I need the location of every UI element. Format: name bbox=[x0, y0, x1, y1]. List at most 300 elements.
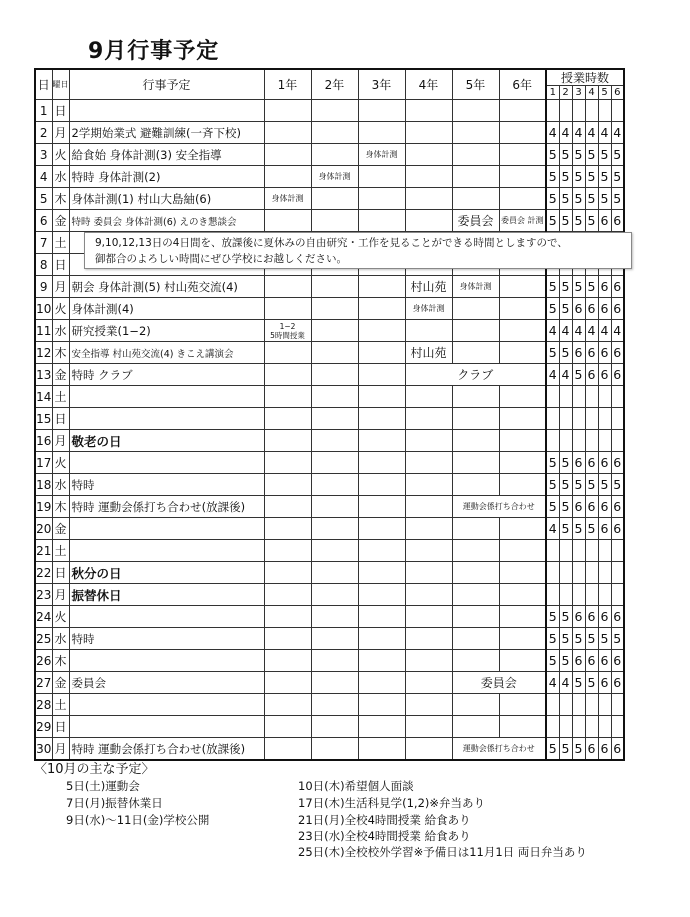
hours-cell: 6 bbox=[598, 738, 611, 761]
event-cell: 2学期始業式 避難訓練(一斉下校) bbox=[69, 122, 264, 144]
table-row bbox=[35, 342, 624, 364]
grade-cell bbox=[358, 276, 405, 298]
grade-cell bbox=[405, 694, 452, 716]
day-cell: 30 bbox=[35, 738, 52, 761]
grade-cell bbox=[264, 474, 311, 496]
grade-cell bbox=[264, 210, 311, 232]
header-grade-5: 5年 bbox=[452, 69, 499, 100]
day-cell: 11 bbox=[35, 320, 52, 342]
weekday-cell: 水 bbox=[52, 320, 69, 342]
hours-cell bbox=[546, 716, 559, 738]
hours-cell: 5 bbox=[585, 628, 598, 650]
hours-cell: 4 bbox=[546, 320, 559, 342]
hours-cell: 4 bbox=[559, 122, 572, 144]
grade-cell bbox=[311, 584, 358, 606]
day-cell: 28 bbox=[35, 694, 52, 716]
hours-cell bbox=[598, 100, 611, 122]
grade-cell bbox=[499, 694, 546, 716]
hours-cell: 4 bbox=[585, 320, 598, 342]
hours-cell: 5 bbox=[598, 628, 611, 650]
hours-cell: 4 bbox=[559, 320, 572, 342]
hours-cell: 6 bbox=[585, 452, 598, 474]
grade-cell bbox=[264, 452, 311, 474]
hours-cell bbox=[585, 584, 598, 606]
hours-cell bbox=[611, 584, 624, 606]
schedule-table bbox=[34, 68, 625, 761]
hours-cell bbox=[546, 540, 559, 562]
hours-cell: 5 bbox=[559, 628, 572, 650]
grade-cell bbox=[358, 584, 405, 606]
event-cell bbox=[69, 408, 264, 430]
grade-cell bbox=[499, 386, 546, 408]
weekday-cell: 木 bbox=[52, 342, 69, 364]
grade-cell bbox=[452, 540, 499, 562]
hours-cell bbox=[559, 100, 572, 122]
grade-cell bbox=[311, 342, 358, 364]
hours-cell: 5 bbox=[572, 474, 585, 496]
event-cell bbox=[69, 650, 264, 672]
header-hours-2: 2 bbox=[559, 86, 572, 100]
grade-cell bbox=[452, 452, 499, 474]
hours-cell: 5 bbox=[559, 342, 572, 364]
grade-cell bbox=[452, 584, 499, 606]
grade-cell bbox=[311, 122, 358, 144]
table-row bbox=[35, 276, 624, 298]
grade-cell bbox=[405, 496, 452, 518]
hours-cell: 6 bbox=[572, 342, 585, 364]
grade-cell bbox=[499, 606, 546, 628]
weekday-cell: 月 bbox=[52, 276, 69, 298]
hours-cell: 4 bbox=[559, 364, 572, 386]
header-hours-4: 4 bbox=[585, 86, 598, 100]
hours-cell: 4 bbox=[546, 672, 559, 694]
grade-cell bbox=[405, 474, 452, 496]
grade-cell bbox=[452, 320, 499, 342]
hours-cell: 6 bbox=[598, 452, 611, 474]
hours-cell: 4 bbox=[546, 364, 559, 386]
grade-cell bbox=[405, 144, 452, 166]
grade-cell bbox=[311, 100, 358, 122]
hours-cell bbox=[585, 100, 598, 122]
event-cell bbox=[69, 386, 264, 408]
grade-cell bbox=[405, 430, 452, 452]
grade-cell bbox=[311, 694, 358, 716]
grade-cell bbox=[452, 628, 499, 650]
grade-cell bbox=[264, 276, 311, 298]
event-cell: 給食始 身体計測(3) 安全指導 bbox=[69, 144, 264, 166]
hours-cell: 6 bbox=[611, 210, 624, 232]
hours-cell bbox=[559, 716, 572, 738]
grade-cell bbox=[358, 342, 405, 364]
grade-cell bbox=[264, 430, 311, 452]
grade-cell bbox=[311, 628, 358, 650]
hours-cell: 5 bbox=[546, 452, 559, 474]
grade-cell bbox=[358, 738, 405, 761]
day-cell: 19 bbox=[35, 496, 52, 518]
grade-cell bbox=[499, 166, 546, 188]
grade-cell bbox=[358, 210, 405, 232]
hours-cell bbox=[559, 562, 572, 584]
hours-cell: 5 bbox=[572, 276, 585, 298]
day-cell: 26 bbox=[35, 650, 52, 672]
grade-cell bbox=[499, 474, 546, 496]
hours-cell: 6 bbox=[611, 364, 624, 386]
grade-cell: クラブ bbox=[405, 364, 546, 386]
hours-cell bbox=[572, 386, 585, 408]
notice-line-1: 9,10,12,13日の4日間を、放課後に夏休みの自由研究・工作を見ることができる時間としますので、 bbox=[95, 237, 568, 249]
hours-cell: 6 bbox=[611, 518, 624, 540]
hours-cell: 6 bbox=[585, 298, 598, 320]
grade-cell bbox=[358, 716, 405, 738]
hours-cell bbox=[559, 540, 572, 562]
event-cell: 委員会 bbox=[69, 672, 264, 694]
hours-cell: 5 bbox=[611, 144, 624, 166]
grade-cell bbox=[405, 408, 452, 430]
grade-cell bbox=[452, 122, 499, 144]
grade-cell bbox=[499, 276, 546, 298]
table-row bbox=[35, 144, 624, 166]
weekday-cell: 火 bbox=[52, 452, 69, 474]
hours-cell bbox=[585, 540, 598, 562]
table-row bbox=[35, 364, 624, 386]
weekday-cell: 水 bbox=[52, 628, 69, 650]
grade-cell: 運動会係打ち合わせ bbox=[452, 738, 546, 761]
grade-cell bbox=[452, 342, 499, 364]
hours-cell: 5 bbox=[559, 166, 572, 188]
hours-cell: 6 bbox=[611, 276, 624, 298]
grade-cell bbox=[311, 430, 358, 452]
hours-cell: 5 bbox=[572, 628, 585, 650]
grade-cell bbox=[311, 210, 358, 232]
day-cell: 14 bbox=[35, 386, 52, 408]
grade-cell bbox=[452, 386, 499, 408]
grade-cell bbox=[311, 474, 358, 496]
event-cell: 振替休日 bbox=[69, 584, 264, 606]
grade-cell bbox=[405, 738, 452, 761]
grade-cell bbox=[264, 342, 311, 364]
grade-cell bbox=[405, 452, 452, 474]
hours-cell: 6 bbox=[598, 518, 611, 540]
grade-cell: 運動会係打ち合わせ bbox=[452, 496, 546, 518]
hours-cell: 5 bbox=[546, 166, 559, 188]
grade-cell bbox=[499, 100, 546, 122]
grade-cell bbox=[311, 672, 358, 694]
hours-cell: 5 bbox=[559, 496, 572, 518]
grade-cell bbox=[405, 100, 452, 122]
weekday-cell: 金 bbox=[52, 672, 69, 694]
event-cell: 特時 bbox=[69, 628, 264, 650]
october-item: 25日(木)全校校外学習※予備日は11月1日 両日弁当あり bbox=[298, 845, 587, 859]
grade-cell bbox=[264, 144, 311, 166]
grade-cell bbox=[311, 320, 358, 342]
grade-cell bbox=[452, 518, 499, 540]
hours-cell: 5 bbox=[559, 144, 572, 166]
hours-cell: 6 bbox=[611, 342, 624, 364]
grade-cell bbox=[358, 694, 405, 716]
grade-cell bbox=[499, 342, 546, 364]
october-item: 7日(月)振替休業日 bbox=[66, 796, 163, 810]
grade-cell bbox=[358, 386, 405, 408]
hours-cell: 4 bbox=[611, 122, 624, 144]
grade-cell bbox=[358, 188, 405, 210]
grade-cell bbox=[499, 144, 546, 166]
hours-cell: 5 bbox=[546, 298, 559, 320]
table-row bbox=[35, 518, 624, 540]
grade-cell bbox=[358, 628, 405, 650]
table-row bbox=[35, 496, 624, 518]
hours-cell: 6 bbox=[611, 606, 624, 628]
hours-cell bbox=[546, 584, 559, 606]
hours-cell: 4 bbox=[546, 122, 559, 144]
weekday-cell: 金 bbox=[52, 364, 69, 386]
event-cell: 特時 身体計測(2) bbox=[69, 166, 264, 188]
hours-cell: 5 bbox=[572, 166, 585, 188]
hours-cell bbox=[611, 562, 624, 584]
grade-cell bbox=[499, 298, 546, 320]
grade-cell bbox=[405, 672, 452, 694]
hours-cell: 5 bbox=[611, 166, 624, 188]
hours-cell: 5 bbox=[546, 144, 559, 166]
hours-cell: 5 bbox=[546, 210, 559, 232]
grade-cell bbox=[264, 386, 311, 408]
grade-cell bbox=[405, 628, 452, 650]
grade-cell: 村山苑 bbox=[405, 276, 452, 298]
october-item: 17日(木)生活科見学(1,2)※弁当あり bbox=[298, 796, 486, 810]
notice-line-2: 御都合のよろしい時間にぜひ学校にお越しください。 bbox=[95, 253, 347, 265]
hours-cell bbox=[611, 430, 624, 452]
event-cell: 特時 運動会係打ち合わせ(放課後) bbox=[69, 738, 264, 761]
weekday-cell: 金 bbox=[52, 518, 69, 540]
hours-cell bbox=[598, 540, 611, 562]
grade-cell bbox=[452, 716, 499, 738]
hours-cell bbox=[598, 386, 611, 408]
hours-cell: 6 bbox=[572, 452, 585, 474]
grade-cell bbox=[358, 408, 405, 430]
header-day: 日 bbox=[35, 69, 52, 100]
grade-cell bbox=[358, 452, 405, 474]
hours-cell: 5 bbox=[559, 606, 572, 628]
grade-cell: 身体計測 bbox=[452, 276, 499, 298]
event-cell: 身体計測(4) bbox=[69, 298, 264, 320]
october-item: 5日(土)運動会 bbox=[66, 779, 140, 793]
grade-cell bbox=[358, 540, 405, 562]
hours-cell: 6 bbox=[572, 496, 585, 518]
hours-cell: 6 bbox=[598, 210, 611, 232]
hours-cell: 5 bbox=[559, 188, 572, 210]
day-cell: 23 bbox=[35, 584, 52, 606]
hours-cell: 5 bbox=[585, 474, 598, 496]
table-row bbox=[35, 298, 624, 320]
table-row bbox=[35, 694, 624, 716]
hours-cell: 5 bbox=[572, 144, 585, 166]
hours-cell bbox=[546, 562, 559, 584]
grade-cell bbox=[358, 364, 405, 386]
table-row bbox=[35, 188, 624, 210]
grade-cell bbox=[452, 144, 499, 166]
hours-cell bbox=[546, 430, 559, 452]
event-cell: 身体計測(1) 村山大島紬(6) bbox=[69, 188, 264, 210]
grade-cell bbox=[311, 562, 358, 584]
grade-cell bbox=[264, 100, 311, 122]
grade-cell bbox=[405, 716, 452, 738]
hours-cell bbox=[546, 386, 559, 408]
hours-cell bbox=[585, 694, 598, 716]
weekday-cell: 月 bbox=[52, 122, 69, 144]
day-cell: 10 bbox=[35, 298, 52, 320]
hours-cell: 5 bbox=[598, 474, 611, 496]
event-cell bbox=[69, 694, 264, 716]
hours-cell: 6 bbox=[598, 276, 611, 298]
header-hours-5: 5 bbox=[598, 86, 611, 100]
hours-cell: 6 bbox=[598, 650, 611, 672]
october-item: 10日(木)希望個人面談 bbox=[298, 779, 414, 793]
grade-cell bbox=[311, 716, 358, 738]
grade-cell bbox=[499, 540, 546, 562]
table-row bbox=[35, 716, 624, 738]
grade-cell bbox=[311, 364, 358, 386]
hours-cell bbox=[559, 386, 572, 408]
hours-cell bbox=[611, 540, 624, 562]
grade-cell bbox=[452, 474, 499, 496]
hours-cell bbox=[611, 694, 624, 716]
hours-cell bbox=[559, 584, 572, 606]
grade-cell bbox=[499, 452, 546, 474]
table-row bbox=[35, 606, 624, 628]
hours-cell bbox=[598, 716, 611, 738]
table-row bbox=[35, 320, 624, 342]
day-cell: 20 bbox=[35, 518, 52, 540]
table-row bbox=[35, 584, 624, 606]
grade-cell bbox=[311, 452, 358, 474]
hours-cell bbox=[572, 584, 585, 606]
grade-cell bbox=[405, 210, 452, 232]
day-cell: 6 bbox=[35, 210, 52, 232]
hours-cell bbox=[611, 716, 624, 738]
table-row bbox=[35, 210, 624, 232]
hours-cell: 5 bbox=[572, 188, 585, 210]
header-hours-3: 3 bbox=[572, 86, 585, 100]
hours-cell: 4 bbox=[559, 672, 572, 694]
grade-cell bbox=[311, 496, 358, 518]
grade-cell bbox=[452, 408, 499, 430]
hours-cell: 4 bbox=[572, 320, 585, 342]
grade-cell bbox=[264, 606, 311, 628]
day-cell: 2 bbox=[35, 122, 52, 144]
header-grade-1: 1年 bbox=[264, 69, 311, 100]
grade-cell bbox=[264, 738, 311, 761]
hours-cell: 5 bbox=[598, 188, 611, 210]
hours-cell: 5 bbox=[598, 144, 611, 166]
grade-cell bbox=[499, 408, 546, 430]
hours-cell: 4 bbox=[611, 320, 624, 342]
table-row bbox=[35, 122, 624, 144]
grade-cell bbox=[405, 386, 452, 408]
hours-cell bbox=[572, 430, 585, 452]
hours-cell: 5 bbox=[611, 188, 624, 210]
hours-cell bbox=[598, 584, 611, 606]
hours-cell: 5 bbox=[546, 342, 559, 364]
hours-cell: 5 bbox=[546, 276, 559, 298]
event-cell bbox=[69, 100, 264, 122]
grade-cell bbox=[264, 672, 311, 694]
hours-cell: 6 bbox=[611, 650, 624, 672]
hours-cell: 6 bbox=[585, 738, 598, 761]
hours-cell: 5 bbox=[559, 474, 572, 496]
table-row bbox=[35, 166, 624, 188]
hours-cell bbox=[559, 408, 572, 430]
grade-cell bbox=[358, 166, 405, 188]
hours-cell: 5 bbox=[559, 276, 572, 298]
event-cell: 研究授業(1−2) bbox=[69, 320, 264, 342]
october-title: 〈10月の主な予定〉 bbox=[34, 762, 155, 777]
event-cell: 特時 bbox=[69, 474, 264, 496]
grade-cell bbox=[499, 320, 546, 342]
day-cell: 27 bbox=[35, 672, 52, 694]
day-cell: 17 bbox=[35, 452, 52, 474]
hours-cell: 5 bbox=[572, 738, 585, 761]
grade-cell bbox=[264, 540, 311, 562]
event-cell: 特時 クラブ bbox=[69, 364, 264, 386]
weekday-cell: 水 bbox=[52, 474, 69, 496]
weekday-cell: 日 bbox=[52, 716, 69, 738]
hours-cell: 5 bbox=[572, 672, 585, 694]
header-grade-3: 3年 bbox=[358, 69, 405, 100]
day-cell: 7 bbox=[35, 232, 52, 254]
hours-cell: 5 bbox=[546, 628, 559, 650]
grade-cell bbox=[405, 540, 452, 562]
hours-cell: 6 bbox=[598, 496, 611, 518]
grade-cell bbox=[311, 738, 358, 761]
hours-cell: 5 bbox=[585, 144, 598, 166]
weekday-cell: 月 bbox=[52, 738, 69, 761]
hours-cell: 5 bbox=[572, 518, 585, 540]
table-row bbox=[35, 452, 624, 474]
table-row bbox=[35, 672, 624, 694]
event-cell: 秋分の日 bbox=[69, 562, 264, 584]
grade-cell bbox=[499, 122, 546, 144]
weekday-cell: 水 bbox=[52, 166, 69, 188]
day-cell: 22 bbox=[35, 562, 52, 584]
event-cell: 敬老の日 bbox=[69, 430, 264, 452]
hours-cell: 6 bbox=[611, 452, 624, 474]
grade-cell bbox=[264, 716, 311, 738]
hours-cell: 5 bbox=[559, 452, 572, 474]
weekday-cell: 木 bbox=[52, 496, 69, 518]
grade-cell: 1−2 5時間授業 bbox=[264, 320, 311, 342]
event-cell bbox=[69, 518, 264, 540]
hours-cell: 5 bbox=[585, 518, 598, 540]
weekday-cell: 土 bbox=[52, 694, 69, 716]
table-row bbox=[35, 738, 624, 761]
hours-cell bbox=[585, 716, 598, 738]
hours-cell: 6 bbox=[585, 650, 598, 672]
grade-cell bbox=[311, 386, 358, 408]
hours-cell: 6 bbox=[585, 342, 598, 364]
grade-cell bbox=[499, 430, 546, 452]
grade-cell bbox=[499, 716, 546, 738]
hours-cell: 5 bbox=[546, 650, 559, 672]
table-row bbox=[35, 474, 624, 496]
hours-cell bbox=[585, 386, 598, 408]
day-cell: 18 bbox=[35, 474, 52, 496]
event-cell bbox=[69, 606, 264, 628]
weekday-cell: 日 bbox=[52, 254, 69, 276]
header-hours-title: 授業時数 bbox=[546, 69, 624, 86]
hours-cell bbox=[585, 562, 598, 584]
hours-cell bbox=[572, 540, 585, 562]
weekday-cell: 土 bbox=[52, 540, 69, 562]
header-grade-6: 6年 bbox=[499, 69, 546, 100]
